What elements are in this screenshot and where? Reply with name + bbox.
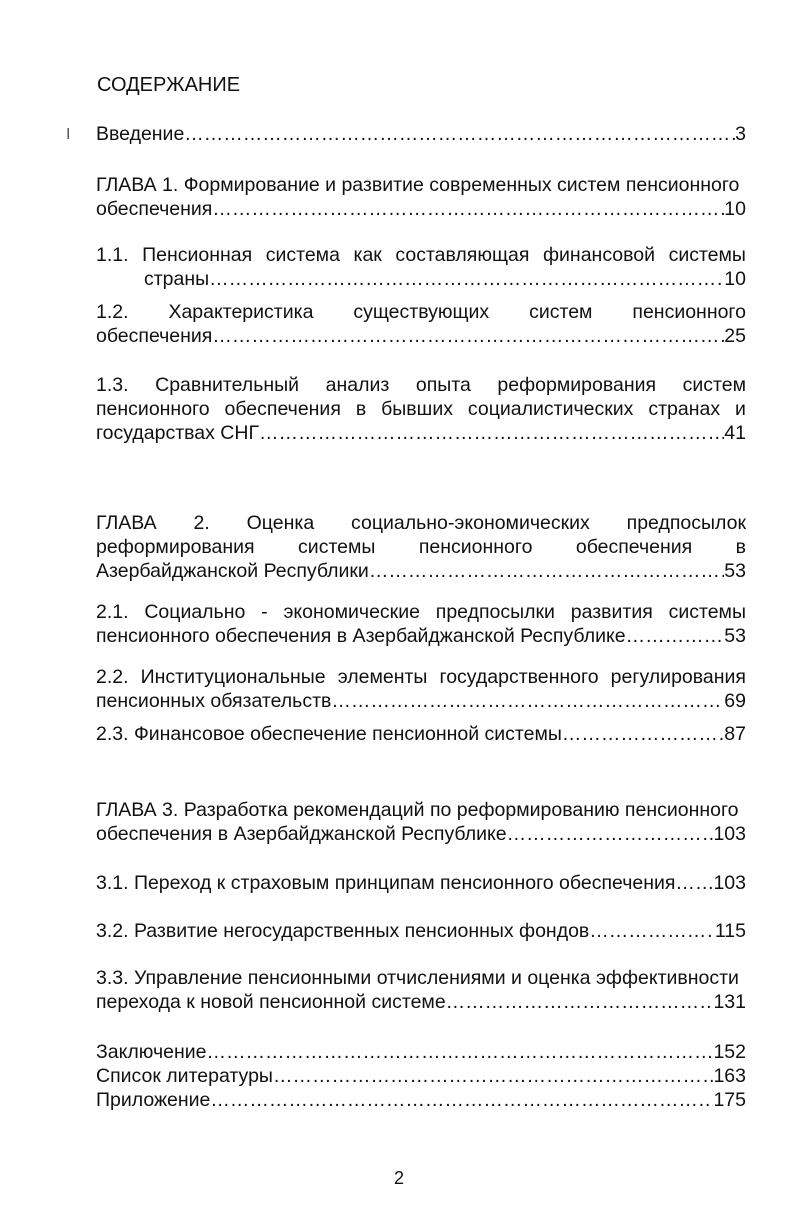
toc-entry-page: 131	[713, 991, 746, 1013]
toc-entry-page: 53	[724, 560, 746, 582]
toc-entry-references: Список литературы …………………………………………………………………………………………………………………………………………… 163	[96, 1064, 746, 1088]
toc-entry-page: 115	[714, 920, 746, 942]
toc-section-3-3-line2: перехода к новой пенсионной системе …………………………………………………………………………………………………………………………………………… 131	[96, 990, 746, 1014]
toc-chapter-2-line3: Азербайджанской Республики …………………………………………………………………………………………………………………………………………… 53	[96, 559, 746, 583]
toc-chapter-1-line1: ГЛАВА 1. Формирование и развитие современных систем пенсионного	[96, 174, 740, 196]
toc-entry-page: 41	[724, 422, 746, 444]
toc-entry-page: 175	[713, 1089, 746, 1111]
toc-entry-page: 152	[713, 1041, 746, 1063]
toc-chapter-3-line1: ГЛАВА 3. Разработка рекомендаций по реформированию пенсионного	[96, 799, 739, 821]
toc-section-1-3-line1: 1.3. Сравнительный анализ опыта реформирования систем	[96, 374, 746, 396]
toc-entry-title: Введение	[96, 123, 185, 145]
toc-entry-page: 53	[724, 625, 746, 647]
toc-entry-page: 163	[713, 1065, 746, 1087]
toc-section-2-1-line1: 2.1. Социально - экономические предпосылки развития системы	[96, 601, 746, 623]
toc-section-2-2-line1: 2.2. Институциональные элементы государственного регулирования	[96, 666, 746, 688]
toc-section-1-3-line3: государствах СНГ …………………………………………………………………………………………………………………………………………… 41	[96, 421, 746, 445]
toc-chapter-2-line2: реформирования системы пенсионного обеспечения в	[96, 536, 746, 558]
toc-section-3-1: 3.1. Переход к страховым принципам пенсионного обеспечения …………………………………………………………………………………………………………………………………………… 103	[96, 871, 746, 895]
toc-entry-page: 3	[735, 123, 746, 145]
toc-chapter-3-line2: обеспечения в Азербайджанской Республике …………………………………………………………………………………………………………………………………………… 103	[96, 822, 746, 846]
toc-section-3-2: 3.2. Развитие негосударственных пенсионных фондов …………………………………………………………………………………………………………………………………………… 115	[96, 919, 746, 943]
toc-entry-page: 103	[713, 872, 746, 894]
toc-section-2-1-line2: пенсионного обеспечения в Азербайджанской Республике …………………………………………………………………………………………………………………………………………… 53	[96, 624, 746, 648]
toc-section-3-3-line1: 3.3. Управление пенсионными отчислениями и оценка эффективности	[96, 967, 739, 989]
toc-section-2-2-line2: пенсионных обязательств …………………………………………………………………………………………………………………………………………… 69	[96, 689, 746, 713]
toc-chapter-1-line2: обеспечения …………………………………………………………………………………………………………………………………………… 10	[96, 197, 746, 221]
toc-chapter-2-line1: ГЛАВА 2. Оценка социально-экономических предпосылок	[96, 512, 746, 534]
toc-section-1-3-line2: пенсионного обеспечения в бывших социалистических странах и	[96, 398, 746, 420]
toc-entry-page: 10	[724, 268, 746, 290]
toc-entry-page: 69	[724, 690, 746, 712]
toc-entry-page: 103	[713, 823, 746, 845]
margin-mark: I	[66, 126, 71, 143]
toc-section-1-2-line2: обеспечения …………………………………………………………………………………………………………………………………………… 25	[96, 324, 746, 348]
toc-entry-conclusion: Заключение …………………………………………………………………………………………………………………………………………… 152	[96, 1040, 746, 1064]
toc-entry-page: 25	[724, 325, 746, 347]
toc-section-1-1-line2: страны …………………………………………………………………………………………………………………………………………… 10	[144, 267, 746, 291]
toc-section-1-1-line1: 1.1. Пенсионная система как составляющая финансовой системы	[96, 244, 746, 266]
toc-entry-appendix: Приложение …………………………………………………………………………………………………………………………………………… 175	[96, 1088, 746, 1112]
toc-section-2-3: 2.3. Финансовое обеспечение пенсионной системы …………………………………………………………………………………………………………………………………………… 87	[96, 722, 746, 746]
page-number: 2	[393, 1168, 404, 1188]
toc-entry-page: 87	[724, 723, 746, 745]
toc-section-1-2-line1: 1.2. Характеристика существующих систем пенсионного	[96, 301, 746, 323]
toc-entry-page: 10	[724, 198, 746, 220]
page-title: СОДЕРЖАНИЕ	[97, 74, 241, 96]
toc-entry-intro	[96, 122, 746, 146]
